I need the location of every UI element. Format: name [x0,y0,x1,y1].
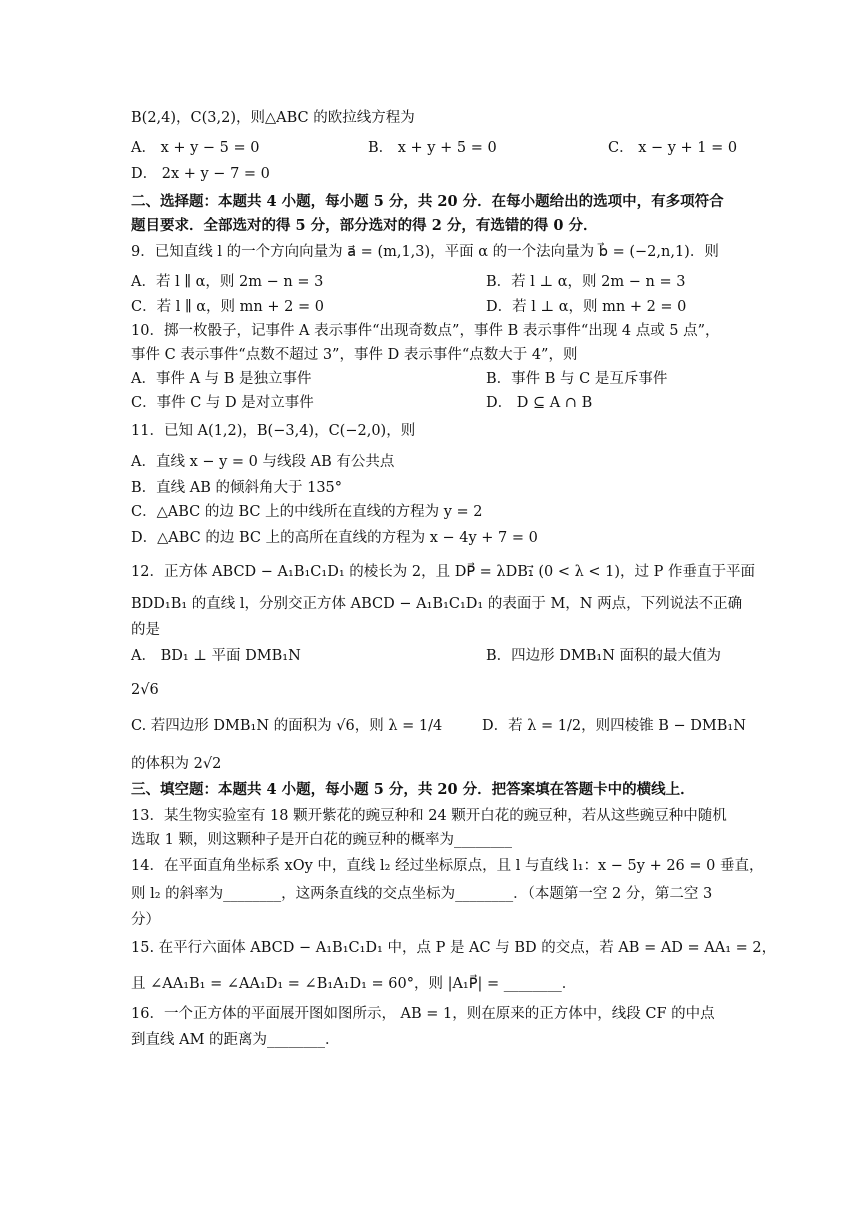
q10-option-a: A．事件 A 与 B 是独立事件 [131,371,312,387]
q9-stem: 9．已知直线 l 的一个方向向量为 a⃗ = (m,1,3)，平面 α 的一个法向量为 b⃗ = (−2,n,1)．则 [131,244,719,260]
q12-stem-line2: BDD₁B₁ 的直线 l，分别交正方体 ABCD − A₁B₁C₁D₁ 的表面于 M，N 两点，下列说法不正确 [131,596,743,612]
q11-stem: 11．已知 A(1,2)，B(−3,4)，C(−2,0)，则 [131,423,416,439]
q9-option-d: D．若 l ⊥ α，则 mn + 2 = 0 [486,299,687,315]
q10-option-c: C．事件 C 与 D 是对立事件 [131,395,314,411]
q9-option-c: C．若 l ∥ α，则 mn + 2 = 0 [131,299,324,315]
section2-header-line2: 题目要求．全部选对的得 5 分，部分选对的得 2 分，有选错的得 0 分． [131,217,598,234]
q15-line2: 且 ∠AA₁B₁ = ∠AA₁D₁ = ∠B₁A₁D₁ = 60°，则 |A₁P⃗| = ________． [131,976,577,992]
q10-option-b: B．事件 B 与 C 是互斥事件 [486,371,668,387]
q12-stem-line3: 的是 [131,622,160,638]
q11-option-c: C．△ABC 的边 BC 上的中线所在直线的方程为 y = 2 [131,504,483,520]
q9-option-a: A．若 l ∥ α，则 2m − n = 3 [131,274,324,290]
section2-header-line1: 二、选择题：本题共 4 小题，每小题 5 分，共 20 分．在每小题给出的选项中，有多项符合 [131,193,724,210]
q12-option-c: C. 若四边形 DMB₁N 的面积为 √6，则 λ = 1/4 [131,718,443,734]
q14-line3: 分） [131,912,160,928]
q14-line2: 则 l₂ 的斜率为________，这两条直线的交点坐标为________．（本题第一空 2 分，第二空 3 [131,886,713,902]
q13-line1: 13．某生物实验室有 18 颗开紫花的豌豆种和 24 颗开白花的豌豆种，若从这些豌豆种中随机 [131,808,727,824]
q16-line1: 16．一个正方体的平面展开图如图所示， AB = 1，则在原来的正方体中，线段 CF 的中点 [131,1006,715,1022]
q12-stem-line1: 12．正方体 ABCD − A₁B₁C₁D₁ 的棱长为 2，且 DP⃗ = λDB₁⃗ (0 < λ < 1)，过 P 作垂直于平面 [131,564,755,580]
q12-option-b: B．四边形 DMB₁N 面积的最大值为 [486,648,722,664]
q15-line1: 15. 在平行六面体 ABCD − A₁B₁C₁D₁ 中，点 P 是 AC 与 BD 的交点，若 AB = AD = AA₁ = 2， [131,940,777,956]
q10-stem-line1: 10．掷一枚骰子，记事件 A 表示事件“出现奇数点”，事件 B 表示事件“出现 4 点或 5 点”， [131,323,720,339]
q14-line1: 14．在平面直角坐标系 xOy 中，直线 l₂ 经过坐标原点，且 l 与直线 l₁：x − 5y + 26 = 0 垂直， [131,858,764,874]
q12-option-d: D．若 λ = 1/2，则四棱锥 B − DMB₁N [482,718,746,734]
q8-option-b: B． x + y + 5 = 0 [368,140,497,156]
q12-option-d-cont: 的体积为 2√2 [131,756,222,772]
q11-option-d: D．△ABC 的边 BC 上的高所在直线的方程为 x − 4y + 7 = 0 [131,530,538,546]
q9-option-b: B．若 l ⊥ α，则 2m − n = 3 [486,274,686,290]
q10-option-d: D． D ⊆ A ∩ B [486,395,593,411]
q13-line2: 选取 1 颗，则这颗种子是开白花的豌豆种的概率为________ [131,832,512,848]
q16-line2: 到直线 AM 的距离为________． [131,1032,340,1048]
q12-option-a: A． BD₁ ⊥ 平面 DMB₁N [131,648,301,664]
q12-option-b-cont: 2√6 [131,682,159,698]
section3-header: 三、填空题：本题共 4 小题，每小题 5 分，共 20 分．把答案填在答题卡中的横线上． [131,781,695,798]
q11-option-a: A．直线 x − y = 0 与线段 AB 有公共点 [131,454,395,470]
q10-stem-line2: 事件 C 表示事件“点数不超过 3”，事件 D 表示事件“点数大于 4”，则 [131,347,578,363]
q8-option-a: A． x + y − 5 = 0 [131,140,260,156]
q11-option-b: B．直线 AB 的倾斜角大于 135° [131,480,343,496]
q8-stem-end: B(2,4)，C(3,2)，则△ABC 的欧拉线方程为 [131,110,415,126]
q8-option-c: C． x − y + 1 = 0 [608,140,738,156]
q8-option-d: D． 2x + y − 7 = 0 [131,166,270,182]
